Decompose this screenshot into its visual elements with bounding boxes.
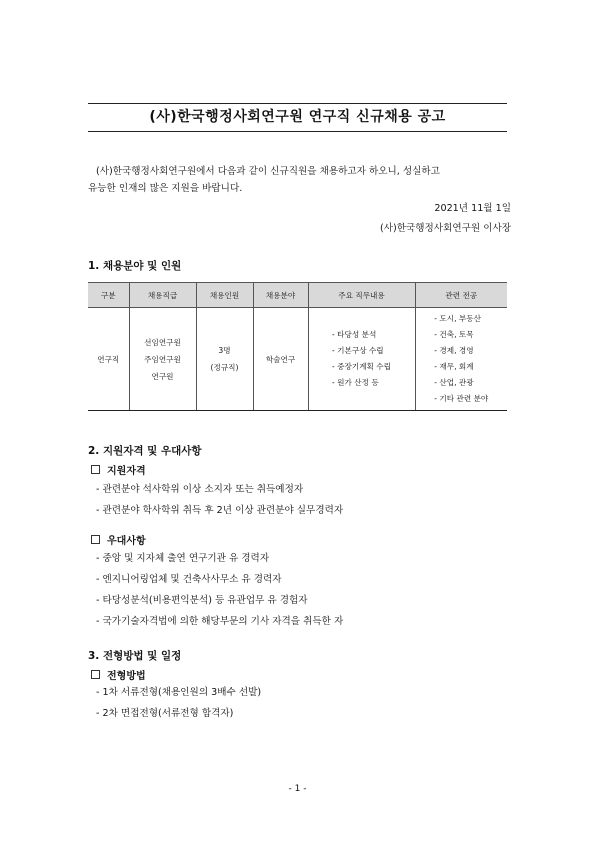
major-item: - 도시, 부동산 [434,314,481,323]
list-item: - 중앙 및 지자체 출연 연구기관 유 경력자 [96,553,270,564]
list-item: - 엔지니어링업체 및 건축사사무소 유 경력자 [96,574,282,585]
list-item: - 관련분야 학사학위 취득 후 2년 이상 관련분야 실무경력자 [96,505,344,516]
cell-count [196,308,253,411]
major-item: - 경제, 경영 [434,346,474,355]
rank-associate: 주임연구원 [144,354,181,364]
method-heading [91,667,146,682]
cell-majors [415,308,507,411]
table-row [88,308,507,411]
cell-duties [308,308,415,411]
rank-senior: 선임연구원 [144,337,181,347]
header-category: 구분 [88,283,129,308]
qualifications-list [96,479,343,521]
duty-item: - 중장기계획 수립 [332,362,391,371]
method-list [96,682,261,724]
rank-researcher: 연구원 [151,371,174,381]
preferences-list [96,548,343,632]
intro-line-1: (사)한국행정사회연구원에서 다음과 같이 신규직원을 채용하고자 하오니, 성실하고 [96,166,440,177]
cell-field: 학술연구 [253,308,308,411]
announcement-date: 2021년 11월 1일 [434,203,511,214]
title-top-rule [88,103,507,104]
header-duties: 주요 직무내용 [308,283,415,308]
cell-ranks [129,308,196,411]
header-field: 채용분야 [253,283,308,308]
list-item: - 1차 서류전형(채용인원의 3배수 선발) [96,687,262,698]
recruitment-table [88,282,507,411]
intro-paragraph [88,163,513,197]
header-count: 채용인원 [196,283,253,308]
qualifications-heading [91,462,146,477]
method-label: 전형방법 [107,671,146,682]
list-item: - 타당성분석(비용편익분석) 등 유관업무 유 경험자 [96,595,308,606]
page-number: - 1 - [288,784,307,794]
cell-category: 연구직 [88,308,129,411]
table-header-row [88,283,507,308]
issuer-name: (사)한국행정사회연구원 이사장 [379,223,511,234]
section-2-heading: 2. 지원자격 및 우대사항 [88,445,202,457]
count-type: (정규직) [210,363,239,372]
count-number: 3명 [218,346,231,355]
checkbox-square-icon [91,465,100,474]
major-item: - 재무, 회계 [434,362,474,371]
header-rank: 채용직급 [129,283,196,308]
preferences-heading [91,532,146,547]
duty-item: - 타당성 분석 [332,330,377,339]
major-item: - 건축, 토목 [434,330,474,339]
checkbox-square-icon [91,670,100,679]
qualifications-label: 지원자격 [107,466,146,477]
list-item: - 관련분야 석사학위 이상 소지자 또는 취득예정자 [96,484,304,495]
checkbox-square-icon [91,535,100,544]
list-item: - 2차 면접전형(서류전형 합격자) [96,708,234,719]
list-item: - 국가기술자격법에 의한 해당부문의 기사 자격을 취득한 자 [96,616,344,627]
section-1-heading: 1. 채용분야 및 인원 [88,260,182,272]
major-item: - 산업, 관광 [434,378,474,387]
page-title: (사)한국행정사회연구원 연구직 신규채용 공고 [149,109,446,125]
preferences-label: 우대사항 [107,536,146,547]
duty-item: - 기본구상 수립 [332,346,384,355]
section-3-heading: 3. 전형방법 및 일정 [88,650,182,662]
title-bottom-rule [88,131,507,132]
duty-item: - 원가 산정 등 [332,378,379,387]
major-item: - 기타 관련 분야 [434,394,489,403]
header-majors: 관련 전공 [415,283,507,308]
intro-line-2: 유능한 인재의 많은 지원을 바랍니다. [88,183,243,194]
